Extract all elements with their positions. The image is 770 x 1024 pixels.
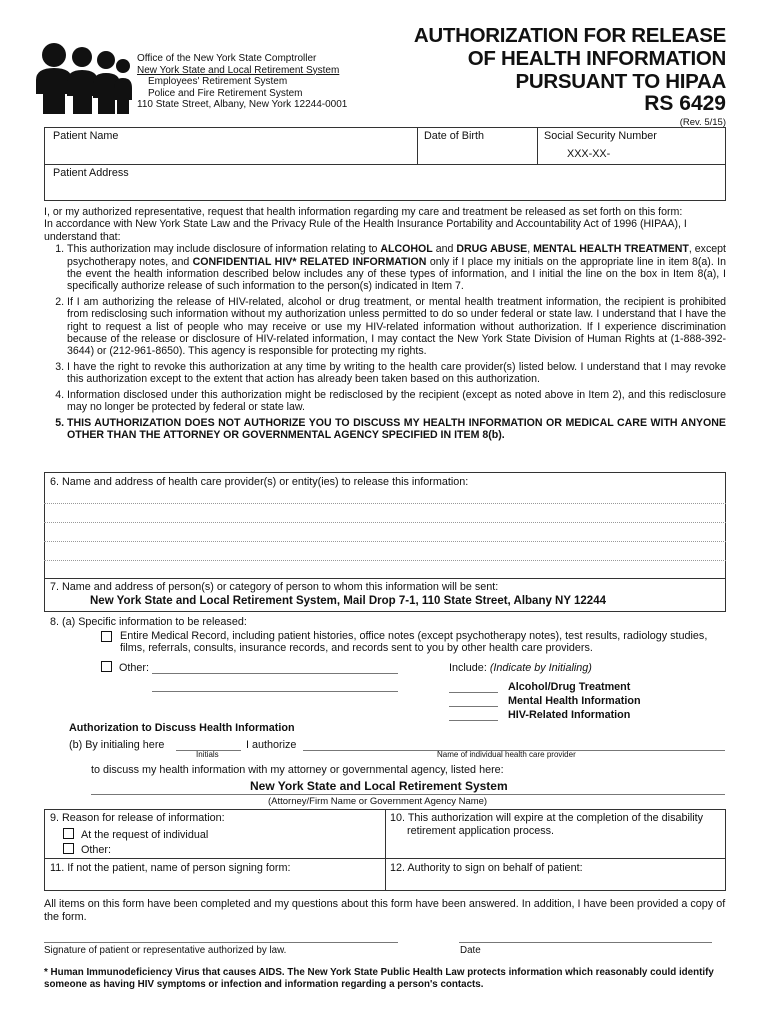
initial-line-alcohol[interactable]	[449, 692, 498, 693]
divider	[385, 809, 386, 891]
recipient-value: New York State and Local Retirement System, Mail Drop 7-1, 110 State Street, Albany NY 12244	[90, 595, 606, 607]
other-option[interactable]	[101, 661, 149, 674]
provider-line[interactable]	[44, 503, 726, 504]
intro-section	[44, 206, 726, 444]
entire-record-checkbox[interactable]	[101, 631, 112, 642]
provider-line[interactable]	[44, 522, 726, 523]
reason-other-option[interactable]: Other:	[63, 843, 111, 856]
agency-line: Employees' Retirement System	[148, 76, 288, 88]
intro-paragraph: I, or my authorized representative, request that health information regarding my care and treatment be released as set forth on this form:	[44, 206, 683, 218]
provider-name-caption: Name of individual health care provider	[437, 750, 576, 759]
alcohol-drug-label: Alcohol/Drug Treatment	[508, 681, 631, 693]
request-individual-checkbox[interactable]	[63, 828, 74, 839]
section-10-label-cont: retirement application process.	[407, 825, 555, 837]
agency-logo-icon	[32, 42, 132, 116]
reason-other-checkbox[interactable]	[63, 843, 74, 854]
divider	[44, 164, 726, 165]
initials-caption: Initials	[196, 750, 219, 759]
other-label: Other:	[119, 662, 150, 674]
section-6-label: 6. Name and address of health care provider(s) or entity(ies) to release this information:	[50, 476, 469, 488]
discuss-text: to discuss my health information with my attorney or governmental agency, listed here:	[91, 764, 504, 776]
provider-line[interactable]	[44, 560, 726, 561]
section-8-label: 8. (a) Specific information to be released:	[50, 616, 247, 628]
list-item: 5. THIS AUTHORIZATION DOES NOT AUTHORIZE YOU TO DISCUSS MY HEALTH INFORMATION OR MEDICAL CARE WITH ANYONE OTHER THAN THE ATTORNEY OR GOVERNMENTAL AGENCY SPECIFIED IN ITEM 8(b).	[67, 417, 726, 442]
divider	[44, 858, 726, 859]
hiv-label: HIV-Related Information	[508, 709, 631, 721]
agency-line: New York State and Local Retirement System	[137, 64, 340, 76]
closing-statement: All items on this form have been completed and my questions about this form have been answered. In addition, I have been provided a copy of the form.	[44, 898, 726, 923]
list-item: 2. If I am authorizing the release of HIV-related, alcohol or drug treatment, or mental health treatment information, the recipient is prohibited from redisclosing such information without my authorization unless permitted to do so under federal or state law. I understand that I have the right to request a list of people who may receive or use my HIV-related information without authorization. If I experience discrimination because of the release or disclosure of HIV-related information, I may contact the New York State Division of Human Rights at (1-888-392-3644) or (212-961-8650). This agency is responsible for protecting my rights.	[67, 296, 726, 358]
revision-label: (Rev. 5/15)	[679, 117, 726, 128]
auth-discuss-heading: Authorization to Discuss Health Information	[69, 722, 295, 734]
section-12-field[interactable]: 12. Authority to sign on behalf of patient:	[390, 862, 583, 874]
agency-value: New York State and Local Retirement System	[250, 779, 508, 793]
section-7-label: 7. Name and address of person(s) or category of person to whom this information will be sent:	[50, 581, 499, 593]
divider	[537, 127, 538, 164]
authorize-label: I authorize	[246, 739, 297, 751]
agency-caption: (Attorney/Firm Name or Government Agency Name)	[268, 796, 488, 807]
section-8b-label: (b) By initialing here	[69, 739, 165, 751]
provider-line[interactable]	[44, 541, 726, 542]
title-line: PURSUANT TO HIPAA	[515, 70, 726, 93]
agency-input-line[interactable]	[91, 794, 725, 795]
entire-record-option[interactable]	[101, 630, 726, 655]
hiv-footnote: * Human Immunodeficiency Virus that causes AIDS. The New York State Public Health Law protects information which reasonably could identify someone as having HIV symptoms or infection and information regarding a person's contacts.	[44, 967, 714, 990]
signature-caption: Signature of patient or representative authorized by law.	[44, 945, 287, 956]
entire-record-text: Entire Medical Record, including patient histories, office notes (except psychotherapy notes), test results, radiology studies, films, referrals, consults, insurance records, and records sent to you by other health care providers.	[120, 630, 708, 655]
intro-paragraph: In accordance with New York State Law and the Privacy Rule of the Health Insurance Portability and Accountability Act of 1996 (HIPAA), I understand that:	[44, 218, 687, 243]
agency-line: Office of the New York State Comptroller	[137, 53, 317, 64]
list-item: 4. Information disclosed under this authorization might be redisclosed by the recipient (except as noted above in Item 2), and this redisclosure may no longer be protected by federal or state law.	[67, 389, 726, 414]
signature-line[interactable]	[44, 942, 398, 943]
form-number: RS 6429	[644, 92, 726, 115]
section-9-label: 9. Reason for release of information:	[50, 812, 225, 824]
agency-line: 110 State Street, Albany, New York 12244-0001	[137, 99, 348, 111]
divider	[417, 127, 418, 164]
initial-line-mental-health[interactable]	[449, 706, 498, 707]
conditions-list	[44, 243, 726, 441]
list-item: 3. I have the right to revoke this authorization at any time by writing to the health care provider(s) listed below. I understand that I may revoke this authorization except to the extent that action has already been taken based on this authorization.	[67, 361, 726, 386]
form-title	[414, 24, 726, 93]
date-caption: Date	[460, 945, 481, 956]
patient-name-field[interactable]: Patient Name	[53, 130, 119, 142]
mental-health-label: Mental Health Information	[508, 695, 641, 707]
section-10-label: 10. This authorization will expire at the completion of the disability	[390, 812, 704, 824]
other-input-line[interactable]	[152, 691, 398, 692]
ssn-field[interactable]: Social Security Number	[544, 130, 657, 142]
ssn-value: XXX-XX-	[567, 148, 611, 160]
agency-line: Police and Fire Retirement System	[148, 87, 303, 99]
agency-address-block	[137, 53, 347, 111]
section-11-field[interactable]: 11. If not the patient, name of person signing form:	[50, 862, 291, 874]
other-checkbox[interactable]	[101, 661, 112, 672]
title-line: AUTHORIZATION FOR RELEASE	[413, 24, 726, 47]
date-line[interactable]	[459, 942, 712, 943]
date-of-birth-field[interactable]: Date of Birth	[424, 130, 485, 142]
request-individual-option[interactable]: At the request of individual	[63, 828, 208, 841]
patient-address-field[interactable]: Patient Address	[53, 167, 129, 179]
list-item: 1. This authorization may include disclosure of information relating to ALCOHOL and DRUG ABUSE, MENTAL HEALTH TREATMENT, except psychotherapy notes, and CONFIDENTIAL HIV* RELATED INFORMATION only if I place my initials on the appropriate line in item 8(a). In the event the health information described below includes any of these types of information, and I initial the line on the box in Item 8(a), I specifically authorize release of such information to the person(s) indicated in Item 7.	[67, 243, 726, 293]
include-label: Include: (Indicate by Initialing)	[449, 662, 592, 674]
initial-line-hiv[interactable]	[449, 720, 498, 721]
divider	[44, 578, 726, 579]
other-input-line[interactable]	[152, 673, 398, 674]
title-line: OF HEALTH INFORMATION	[467, 47, 726, 70]
